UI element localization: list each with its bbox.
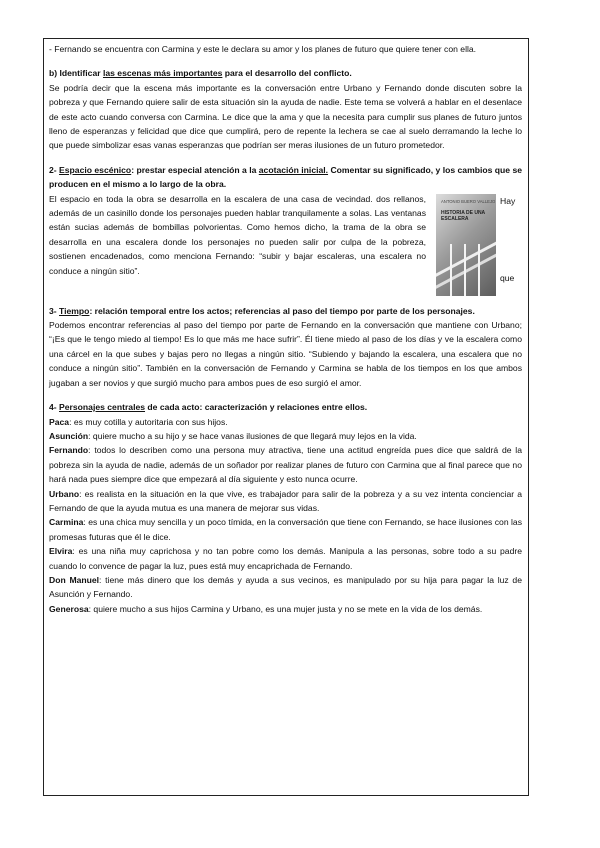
section-2-mid: : prestar especial atención a la: [131, 164, 259, 175]
section-2-acotacion: acotación inicial.: [258, 164, 329, 175]
section-2-content: [49, 192, 522, 296]
section-4-rest: de cada acto: caracterización y relaciones entre ellos.: [145, 402, 368, 413]
document-frame: [43, 38, 529, 796]
character-asuncion: Asunción: quiere mucho a su hijo y se hace vanas ilusiones de que llegará muy lejos en la vida.: [49, 430, 417, 441]
wrapped-word-hay: Hay: [500, 195, 516, 206]
character-generosa: Generosa: quiere mucho a sus hijos Carmina y Urbano, es una mujer justa y no se mete en la vida de los demás.: [49, 603, 483, 614]
book-author: ANTONIO BUERO VALLEJO: [441, 198, 496, 204]
section-4-number: 4-: [49, 402, 60, 413]
book-title: HISTORIA DE UNA ESCALERA: [441, 209, 485, 222]
section-b-prefix: b) Identificar: [49, 68, 103, 79]
character-fernando: Fernando: todos lo describen como una persona muy atractiva, tiene una actitud engreída pues dice que saldrá de la pobreza sin la ayuda de nadie, además de un soñador por realizar planes de futuro con Carmina que al final parece que no hará nada pues siempre dice que empezará al día siguiente y esto nunca ocurre.: [49, 445, 522, 485]
section-3-body: Podemos encontrar referencias al paso del tiempo por parte de Fernando en la conversación que mantiene con Urbano; “¡Es que le tengo miedo al tiempo! Es lo que más me hace sufrir”. Él tiene miedo al paso de los días y ve la escalera como una cárcel en la que subes y bajas pero no llegas a ningún sitio. “Subiendo y bajando la escalera, una escalera que no conduce a ningún sitio”. También en la conversación de Fernando y Carmina se habla de los tiempos en los que ambos jugaban a ser novios y que surgió mucho para ambos pues de eso surgió el amor.: [49, 320, 522, 388]
section-2-title: Espacio escénico: [59, 164, 132, 175]
section-2-number: 2-: [49, 164, 60, 175]
section-3-rest: : relación temporal entre los actos; referencias al paso del tiempo por parte de los personajes.: [89, 305, 475, 316]
character-paca: Paca: es muy cotilla y autoritaria con sus hijos.: [49, 416, 228, 427]
section-3-number: 3-: [49, 305, 60, 316]
section-2-heading: [49, 163, 522, 192]
character-don-manuel: Don Manuel: tiene más dinero que los demás y ayuda a sus vecinos, es manipulado por su hija para pagar la luz de Asunción y Fernando.: [49, 574, 522, 600]
section-b-body: Se podría decir que la escena más importante es la conversación entre Urbano y Fernando donde discuten sobre la pobreza y que Fernando quiere salir de esta situación sin la ayuda de nadie. Este tema se volverá a hablar en el desenlace de este acto cuando conversa con Carmina. Le dice que la ama y que la necesita para cumplir sus planes de futuro juntos lleno de esperanzas y felicidad que dice que cumplirá, pero de repente la lechera se cae al suelo derramando la leche lo que puede simbolizar esas vanas esperanzas que podrían ser meras ilusiones de un futuro prometedor.: [49, 82, 522, 151]
section-3-heading: [49, 304, 522, 318]
section-4-heading: [49, 400, 522, 414]
section-b-heading: [49, 66, 522, 80]
book-cover-image: [436, 194, 496, 296]
wrapped-word-que: que: [500, 273, 515, 284]
section-b-underlined: las escenas más importantes: [102, 68, 223, 79]
character-carmina: Carmina: es una chica muy sencilla y un poco tímida, en la conversación que tiene con Fernando, se hace ilusiones con las promesas futuras que él le dice.: [49, 517, 522, 542]
intro-line: - Fernando se encuentra con Carmina y este le declara su amor y los planes de futuro que quiere tener con ella.: [49, 44, 477, 54]
section-2-rest: Comentar su significado, y los cambios que se producen en el mismo a lo largo de la obra.: [49, 164, 523, 190]
wrapped-words: [500, 192, 522, 296]
section-b-suffix: para el desarrollo del conflicto.: [222, 68, 352, 79]
character-elvira: Elvira: es una niña muy caprichosa y no tan pobre como los demás. Manipula a las personas, sobre todo a su padre cuando lo convence de pagar la luz, pues está muy encaprichada de Fernando.: [49, 546, 522, 571]
section-3-title: Tiempo: [59, 305, 90, 316]
section-2-body: El espacio en toda la obra se desarrolla en la escalera de una casa de vecindad. dos rellanos, además de un casinillo donde los personajes pueden hablar tranquilamente a solas. Las ventanas están sucias además de bombillas polvorientas. Como hemos dicho, la trama de la obra se desarrolla en una escalera donde los personajes no pueden salir por culpa de la pobreza, sostienen encadenados, como menciona Fernando: “subir y bajar escaleras, una escalera no conduce a ningún sitio”.: [49, 193, 426, 276]
section-4-title: Personajes centrales: [59, 402, 146, 413]
character-urbano: Urbano: es realista en la situación en la que vive, es trabajador para salir de la pobreza y a su vez intenta concienciar a Fernando de que la ayuda mutua es una manera de mejorar sus vidas.: [49, 488, 522, 513]
